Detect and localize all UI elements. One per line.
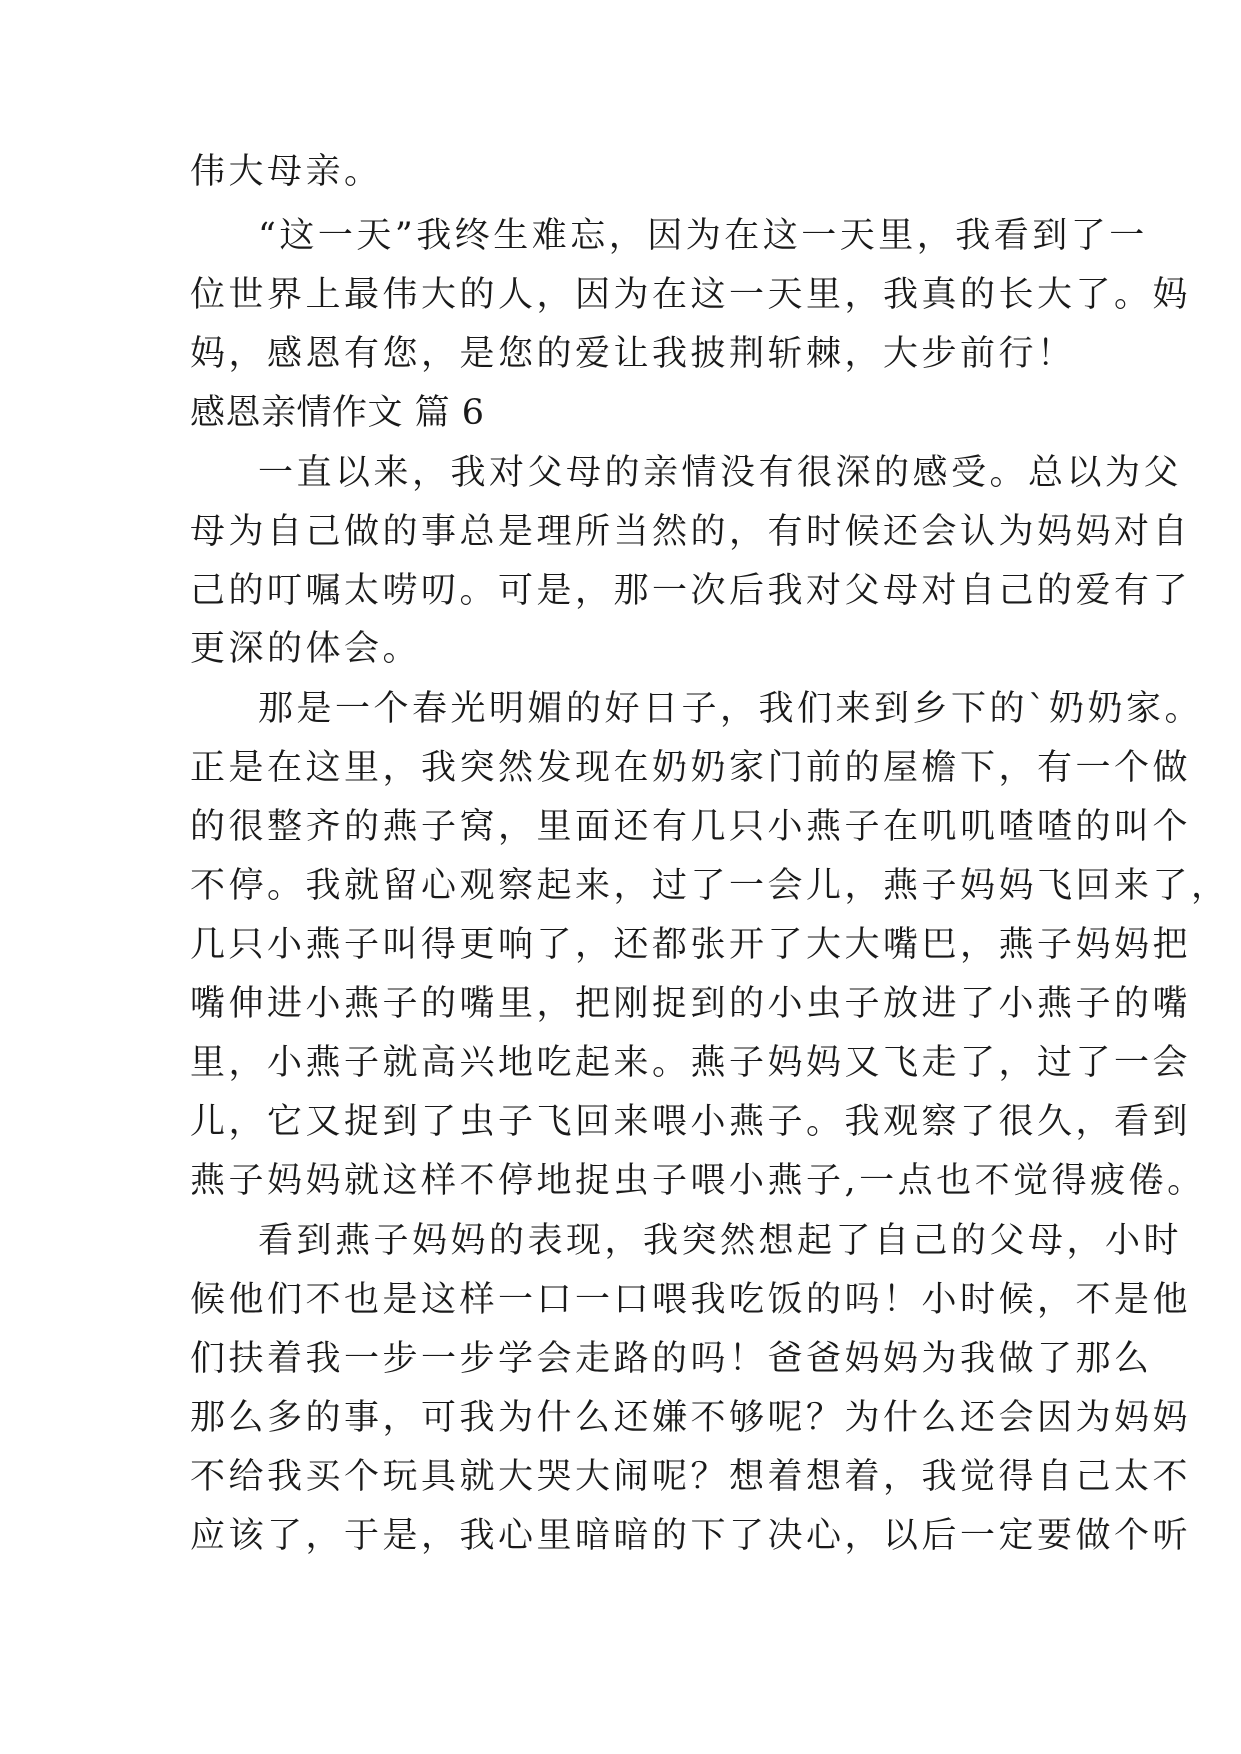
text-line: 妈，感恩有您，是您的爱让我披荆斩棘，大步前行！ [190, 334, 1076, 374]
text-line: 们扶着我一步一步学会走路的吗！爸爸妈妈为我做了那么 [190, 1339, 1153, 1379]
text-line: 儿，它又捉到了虫子飞回来喂小燕子。我观察了很久，看到 [190, 1102, 1192, 1142]
text-line: 正是在这里，我突然发现在奶奶家门前的屋檐下，有一个做 [190, 748, 1192, 788]
text-line: 不停。我就留心观察起来，过了一会儿，燕子妈妈飞回来了， [190, 866, 1230, 906]
text-line: 几只小燕子叫得更响了，还都张开了大大嘴巴，燕子妈妈把 [190, 925, 1192, 965]
text-line: 应该了，于是，我心里暗暗的下了决心，以后一定要做个听 [190, 1516, 1192, 1556]
text-line: 不给我买个玩具就大哭大闹呢？想着想着，我觉得自己太不 [190, 1457, 1192, 1497]
text-line: 的很整齐的燕子窝，里面还有几只小燕子在叽叽喳喳的叫个 [190, 807, 1192, 847]
text-line: 伟大母亲。 [190, 152, 383, 192]
section-heading: 感恩亲情作文 篇 6 [190, 393, 485, 433]
text-line: 里，小燕子就高兴地吃起来。燕子妈妈又飞走了，过了一会 [190, 1043, 1192, 1083]
text-line: 候他们不也是这样一口一口喂我吃饭的吗！小时候，不是他 [190, 1280, 1192, 1320]
paragraph-start-line: 看到燕子妈妈的表现，我突然想起了自己的父母，小时 [258, 1221, 1183, 1261]
text-line: 己的叮嘱太唠叨。可是，那一次后我对父母对自己的爱有了 [190, 571, 1192, 611]
text-line: 燕子妈妈就这样不停地捉虫子喂小燕子,一点也不觉得疲倦。 [190, 1161, 1206, 1201]
paragraph-start-line: “这一天”我终生难忘，因为在这一天里，我看到了一 [258, 216, 1148, 256]
text-line: 更深的体会。 [190, 629, 422, 669]
paragraph-start-line: 那是一个春光明媚的好日子，我们来到乡下的`奶奶家。 [258, 689, 1204, 729]
paragraph-start-line: 一直以来，我对父母的亲情没有很深的感受。总以为父 [258, 453, 1183, 493]
text-line: 嘴伸进小燕子的嘴里，把刚捉到的小虫子放进了小燕子的嘴 [190, 984, 1192, 1024]
text-line: 母为自己做的事总是理所当然的，有时候还会认为妈妈对自 [190, 512, 1192, 552]
text-line: 位世界上最伟大的人，因为在这一天里，我真的长大了。妈 [190, 275, 1192, 315]
text-line: 那么多的事，可我为什么还嫌不够呢？为什么还会因为妈妈 [190, 1398, 1192, 1438]
